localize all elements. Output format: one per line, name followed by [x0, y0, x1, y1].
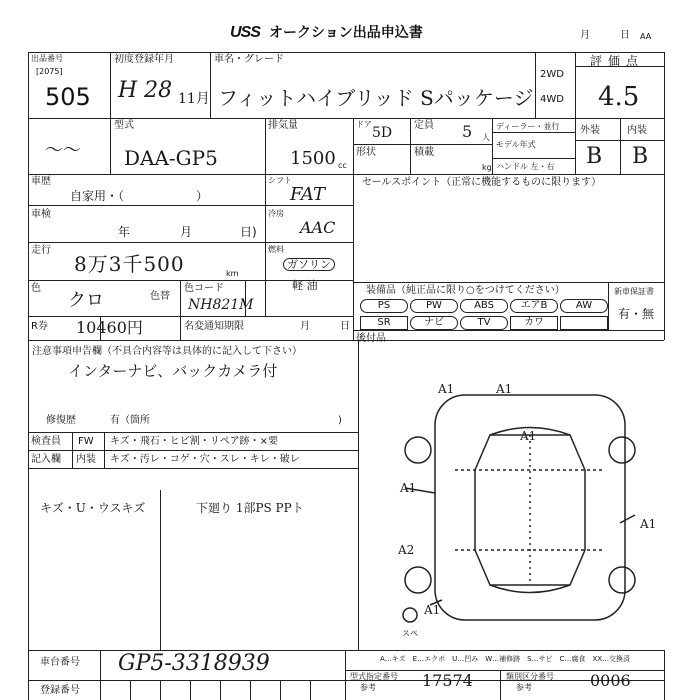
car-rear-window — [490, 585, 570, 593]
name-change-month: 月 — [300, 321, 310, 332]
after-parts-label: 後付品 — [356, 333, 386, 344]
displacement-value: 1500 — [290, 148, 336, 169]
wheel-rear-right-icon — [609, 567, 635, 593]
color-value: クロ — [68, 290, 104, 311]
car-diagram — [380, 375, 660, 645]
load-label: 積載 — [414, 147, 434, 158]
shape-label: 形状 — [356, 147, 376, 158]
inspector-fw-items: キズ・飛石・ヒビ割・リペア跡・×要 — [110, 436, 278, 447]
damage-legend: A…キズ E…エクボ U…凹み W…補修跡 S…サビ C…腐食 XX…交換済 — [380, 655, 631, 663]
warranty-value: 有・無 — [618, 307, 655, 321]
registration-era-year: H 28 — [118, 78, 173, 103]
inspector-label-1: 検査員 — [31, 436, 61, 447]
shift-label: シフト — [268, 176, 292, 185]
diagram-bottom-note: スペ — [402, 629, 418, 638]
usage-label: 車歴 — [31, 176, 51, 187]
lot-number: 505 — [45, 83, 91, 111]
form-header — [230, 22, 490, 44]
wheel-rear-left-icon — [405, 567, 431, 593]
form-title: オークション出品申込書 — [269, 25, 423, 41]
name-change-label: 名変通知期限 — [184, 321, 244, 332]
mileage-label: 走行 — [31, 245, 51, 256]
wheel-front-right-icon — [609, 437, 635, 463]
capacity-unit: 人 — [482, 133, 490, 142]
repair-history-value: 有（箇所 — [110, 415, 150, 426]
exterior-label: 外装 — [580, 125, 600, 136]
equipment-item: TV — [460, 316, 508, 330]
registration-no-label: 登録番号 — [40, 685, 80, 696]
inspection-day-unit: 日) — [240, 225, 257, 239]
usage-value: 自家用・（ ） — [70, 189, 209, 203]
registration-label: 初度登録年月 — [114, 54, 174, 65]
aircon-label: 冷房 — [268, 209, 284, 218]
drive-2wd: 2WD — [540, 69, 564, 80]
recycle-value: 10460円 — [76, 318, 143, 337]
damage-mark: A2 — [398, 543, 415, 557]
equipment-item: SR — [360, 316, 408, 330]
equipment-item: PW — [410, 299, 458, 313]
displacement-label: 排気量 — [268, 120, 298, 131]
inspection-label: 車検 — [31, 209, 51, 220]
load-unit: kg — [482, 163, 492, 172]
header-suffix: AA — [640, 32, 652, 41]
equipment-label: 装備品（純正品に限り○をつけてください） — [366, 285, 565, 296]
damage-mark: A1 — [520, 429, 537, 443]
header-month-label: 月 — [580, 30, 590, 41]
inspector-comment-right: 下廻り 1部PS PPト — [196, 501, 304, 515]
score-label: 評価点 — [590, 54, 645, 68]
displacement-unit: cc — [338, 161, 347, 170]
equipment-item — [560, 316, 608, 330]
name-change-day: 日 — [340, 321, 350, 332]
damage-mark: A1 — [438, 382, 455, 396]
inspector-comment-left: キズ・U・ウスキズ — [40, 501, 146, 515]
shift-value: FAT — [290, 184, 325, 205]
mileage-unit: km — [226, 269, 239, 278]
chassis-label: 車台番号 — [40, 657, 80, 668]
damage-mark: A1 — [640, 517, 657, 531]
color-code-label-left: 色替 — [150, 291, 170, 302]
handle-label: ハンドル 左・右 — [496, 162, 555, 171]
notes-value: インターナビ、バックカメラ付 — [68, 362, 278, 380]
inspector-label-2: 記入欄 — [31, 454, 61, 465]
category-sub: 参考 — [516, 683, 532, 692]
spare-tire-icon — [403, 608, 417, 622]
capacity-label: 定員 — [414, 120, 434, 131]
car-name-label: 車名・グレード — [214, 54, 284, 65]
damage-mark: A1 — [424, 603, 441, 617]
wheel-front-left-icon — [405, 437, 431, 463]
doors-value: 5D — [372, 125, 393, 141]
fuel-diesel: 軽 油 — [292, 279, 318, 292]
model-label: 型式 — [114, 120, 134, 131]
chassis-value: GP5-3318939 — [118, 651, 270, 676]
doors-label: ドア — [356, 120, 372, 129]
repair-history-label: 修復歴 — [46, 415, 76, 426]
capacity-value: 5 — [462, 122, 473, 141]
aircon-value: AAC — [300, 218, 336, 237]
header-day-label: 日 — [620, 30, 630, 41]
color-label: 色 — [31, 283, 41, 294]
inspector-interior: 内装 — [76, 454, 96, 465]
category-label: 類別区分番号 — [506, 672, 554, 681]
equipment-item: エアB — [510, 299, 558, 313]
score-value: 4.5 — [598, 82, 640, 112]
equipment-item: AW — [560, 299, 608, 313]
notes-label: 注意事項申告欄（不具合内容等は具体的に記入して下さい） — [32, 346, 302, 357]
auction-logo: USS — [230, 24, 260, 41]
damage-mark: A1 — [400, 481, 417, 495]
certification-value: 17574 — [422, 671, 473, 690]
certification-sub: 参考 — [360, 683, 376, 692]
exterior-grade: B — [586, 144, 603, 169]
warranty-label: 新車保証書 — [614, 287, 654, 296]
fuel-label: 燃料 — [268, 245, 284, 254]
interior-grade: B — [632, 144, 649, 169]
category-value: 0006 — [590, 671, 631, 690]
color-code-label: 色コード — [184, 283, 224, 294]
fuel-gasoline: ガソリン — [283, 258, 335, 271]
color-code-value: NH821M — [188, 297, 254, 313]
inspection-month-unit: 月 — [180, 225, 193, 239]
certification-label: 型式指定番号 — [350, 672, 398, 681]
damage-mark: A1 — [496, 382, 513, 396]
drive-4wd: 4WD — [540, 94, 564, 105]
registration-month: 11月 — [178, 91, 210, 107]
interior-label: 内装 — [627, 125, 647, 136]
lot-label: 出品番号 — [31, 54, 63, 63]
equipment-item: ABS — [460, 299, 508, 313]
inspection-year-unit: 年 — [118, 225, 131, 239]
equipment-item: ナビ — [410, 316, 458, 330]
repair-history-close: ) — [338, 415, 342, 426]
mileage-value: 8万3千500 — [74, 252, 185, 276]
inspector-fw: FW — [78, 436, 94, 447]
recycle-label: R券 — [31, 321, 48, 332]
car-name-value: フィットハイブリッド Sパッケージ — [218, 86, 534, 110]
model-value: DAA-GP5 — [124, 146, 218, 170]
equipment-item: カワ — [510, 316, 558, 330]
model-year-label: モデル年式 — [496, 140, 536, 149]
equipment-item: PS — [360, 299, 408, 313]
inspector-interior-items: キズ・汚レ・コゲ・穴・スレ・キレ・破レ — [110, 454, 300, 465]
sales-point-label: セールスポイント（正常に機能するものに限ります） — [362, 177, 602, 188]
dealer-label: ディーラー・並行 — [496, 122, 560, 131]
lot-sub: [2075] — [36, 67, 63, 76]
lot-mark: 〜〜 — [45, 140, 81, 161]
